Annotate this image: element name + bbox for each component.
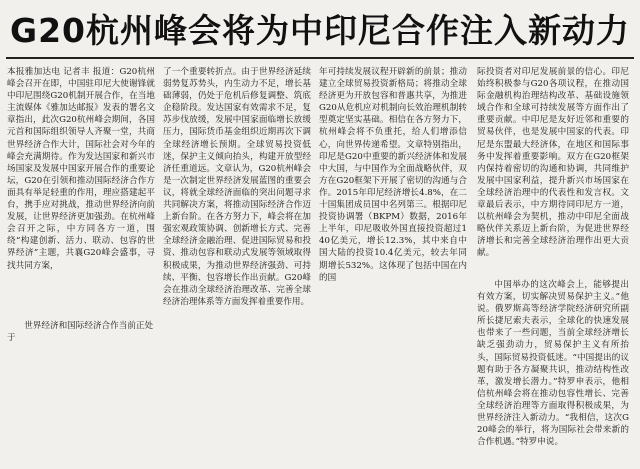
article-column-1-continued <box>7 320 155 344</box>
article-column-1 <box>7 66 155 316</box>
article-paragraph: 际投资者对印尼发展前景的信心。印尼始终积极参与G20各项议程，在推动国际金融机构治理结构改革、基础设施领域合作和全球可持续发展等方面作出了重要贡献。中印尼是友好近邻和重要的贸易伙伴，也是发展中国家的代表。印尼是东盟最大经济体，在地区和国际事务中发挥着重要影响。双方在G20框架内保持着密切的沟通和协调，共同维护发展中国家利益，提升新兴市场国家在全球经济治理中的代表性和发言权。文章最后表示，中方期待同印尼方一道，以杭州峰会为契机，推动中印尼全面战略伙伴关系迈上新台阶，为促进世界经济增长和完善全球经济治理作出更大贡献。 <box>477 67 629 259</box>
article-paragraph: 年可持续发展议程开辟新的前景；推动建立全球贸易投资新格局；将推动全球经济更为开放包容和普惠共享，为推进G20从危机应对机制向长效治理机制转型奠定坚实基础。相信在各方努力下，杭州峰会将不负重托，给人们增添信心，向世界传递希望。文章特别指出，印尼是G20中重要的新兴经济体和发展中大国，与中国作为全面战略伙伴，双方在G20框架下开展了密切的沟通与合作。2015年印尼经济增长4.8%，在二十国集团成员国中名列第三。根据印尼投资协调署（BKPM）数据，2016年上半年，印尼吸收外国直接投资超过140亿美元，增长12.3%，其中来自中国大陆的投资10.4亿美元，较去年同期增长532%。这体现了包括中国在内的国 <box>319 67 467 283</box>
article-paragraph: 本报雅加达电 记者丰 报道：G20杭州峰会召开在即，中国驻印尼大使谢锋就中印尼围绕G20机制开展合作，在当地主流媒体《雅加达邮报》发表的署名文章指出，此次G20杭州峰会期间，各国元首和国际组织领导人齐聚一堂，共商世界经济合作大计，国际社会对今年的峰会充满期待。作为发达国家和新兴市场国家及发展中国家开展合作的重要论坛，G20在引领和推动国际经济合作方面具有举足轻重的作用，理应搭建起平台，携手应对挑战，推动世界经济向前发展，让世界经济更加强劲。在杭州峰会召开之际，中方同各方一道，围绕“构建创新、活力、联动、包容的世界经济”主题，共襄G20峰会盛事，寻找共同方案， <box>7 67 155 271</box>
article-paragraph: 中国举办的这次峰会上，能够提出有效方案，切实解决贸易保护主义。”他说。俄罗斯高等经济学院经济研究所副所长捷尼索夫表示，全球化的快速发展也带来了一些问题，当前全球经济增长缺乏强劲动力，贸易保护主义有所抬头，国际贸易投资低迷。“中国提出的议题有助于各方凝聚共识，推动结构性改革，激发增长潜力。”特罗申表示，他相信杭州峰会将在推动包容性增长、完善全球经济治理等方面取得积极成果，为世界经济注入新动力。“我相信，这次G20峰会的举行，将为国际社会带来新的合作机遇。”特罗申说。 <box>477 280 629 448</box>
article-paragraph: 了一个重要转折点。由于世界经济延续弱势复苏势头，内生动力不足，增长基础薄弱，仍处于危机后修复调整、筑底企稳阶段。发达国家有效需求不足，复苏步伐放缓，发展中国家面临增长放缓压力，国际货币基金组织近期再次下调全球经济增长预期。全球贸易投资低迷，保护主义倾向抬头，构建开放型经济任重道远。文章认为，G20杭州峰会是一次制定世界经济发展蓝图的重要会议，将就全球经济面临的突出问题寻求共同解决方案，将推动国际经济合作迈上新台阶。在各方努力下，峰会将在加强宏观政策协调、创新增长方式、完善全球经济金融治理、促进国际贸易和投资、推动包容和联动式发展等领域取得积极成果，为推动世界经济强劲、可持续、平衡、包容增长作出贡献。G20峰会在推动全球经济治理改革、完善全球经济治理体系等方面发挥着重要作用。 <box>163 67 311 307</box>
headline: G20杭州峰会将为中印尼合作注入新动力 <box>9 10 630 50</box>
headline-rule <box>6 57 634 59</box>
article-column-4 <box>477 66 629 272</box>
article-column-4-lower <box>477 279 629 467</box>
article-column-3 <box>319 66 467 466</box>
article-column-2 <box>163 66 311 466</box>
article-paragraph: 世界经济和国际经济合作当前正处于 <box>7 321 154 344</box>
